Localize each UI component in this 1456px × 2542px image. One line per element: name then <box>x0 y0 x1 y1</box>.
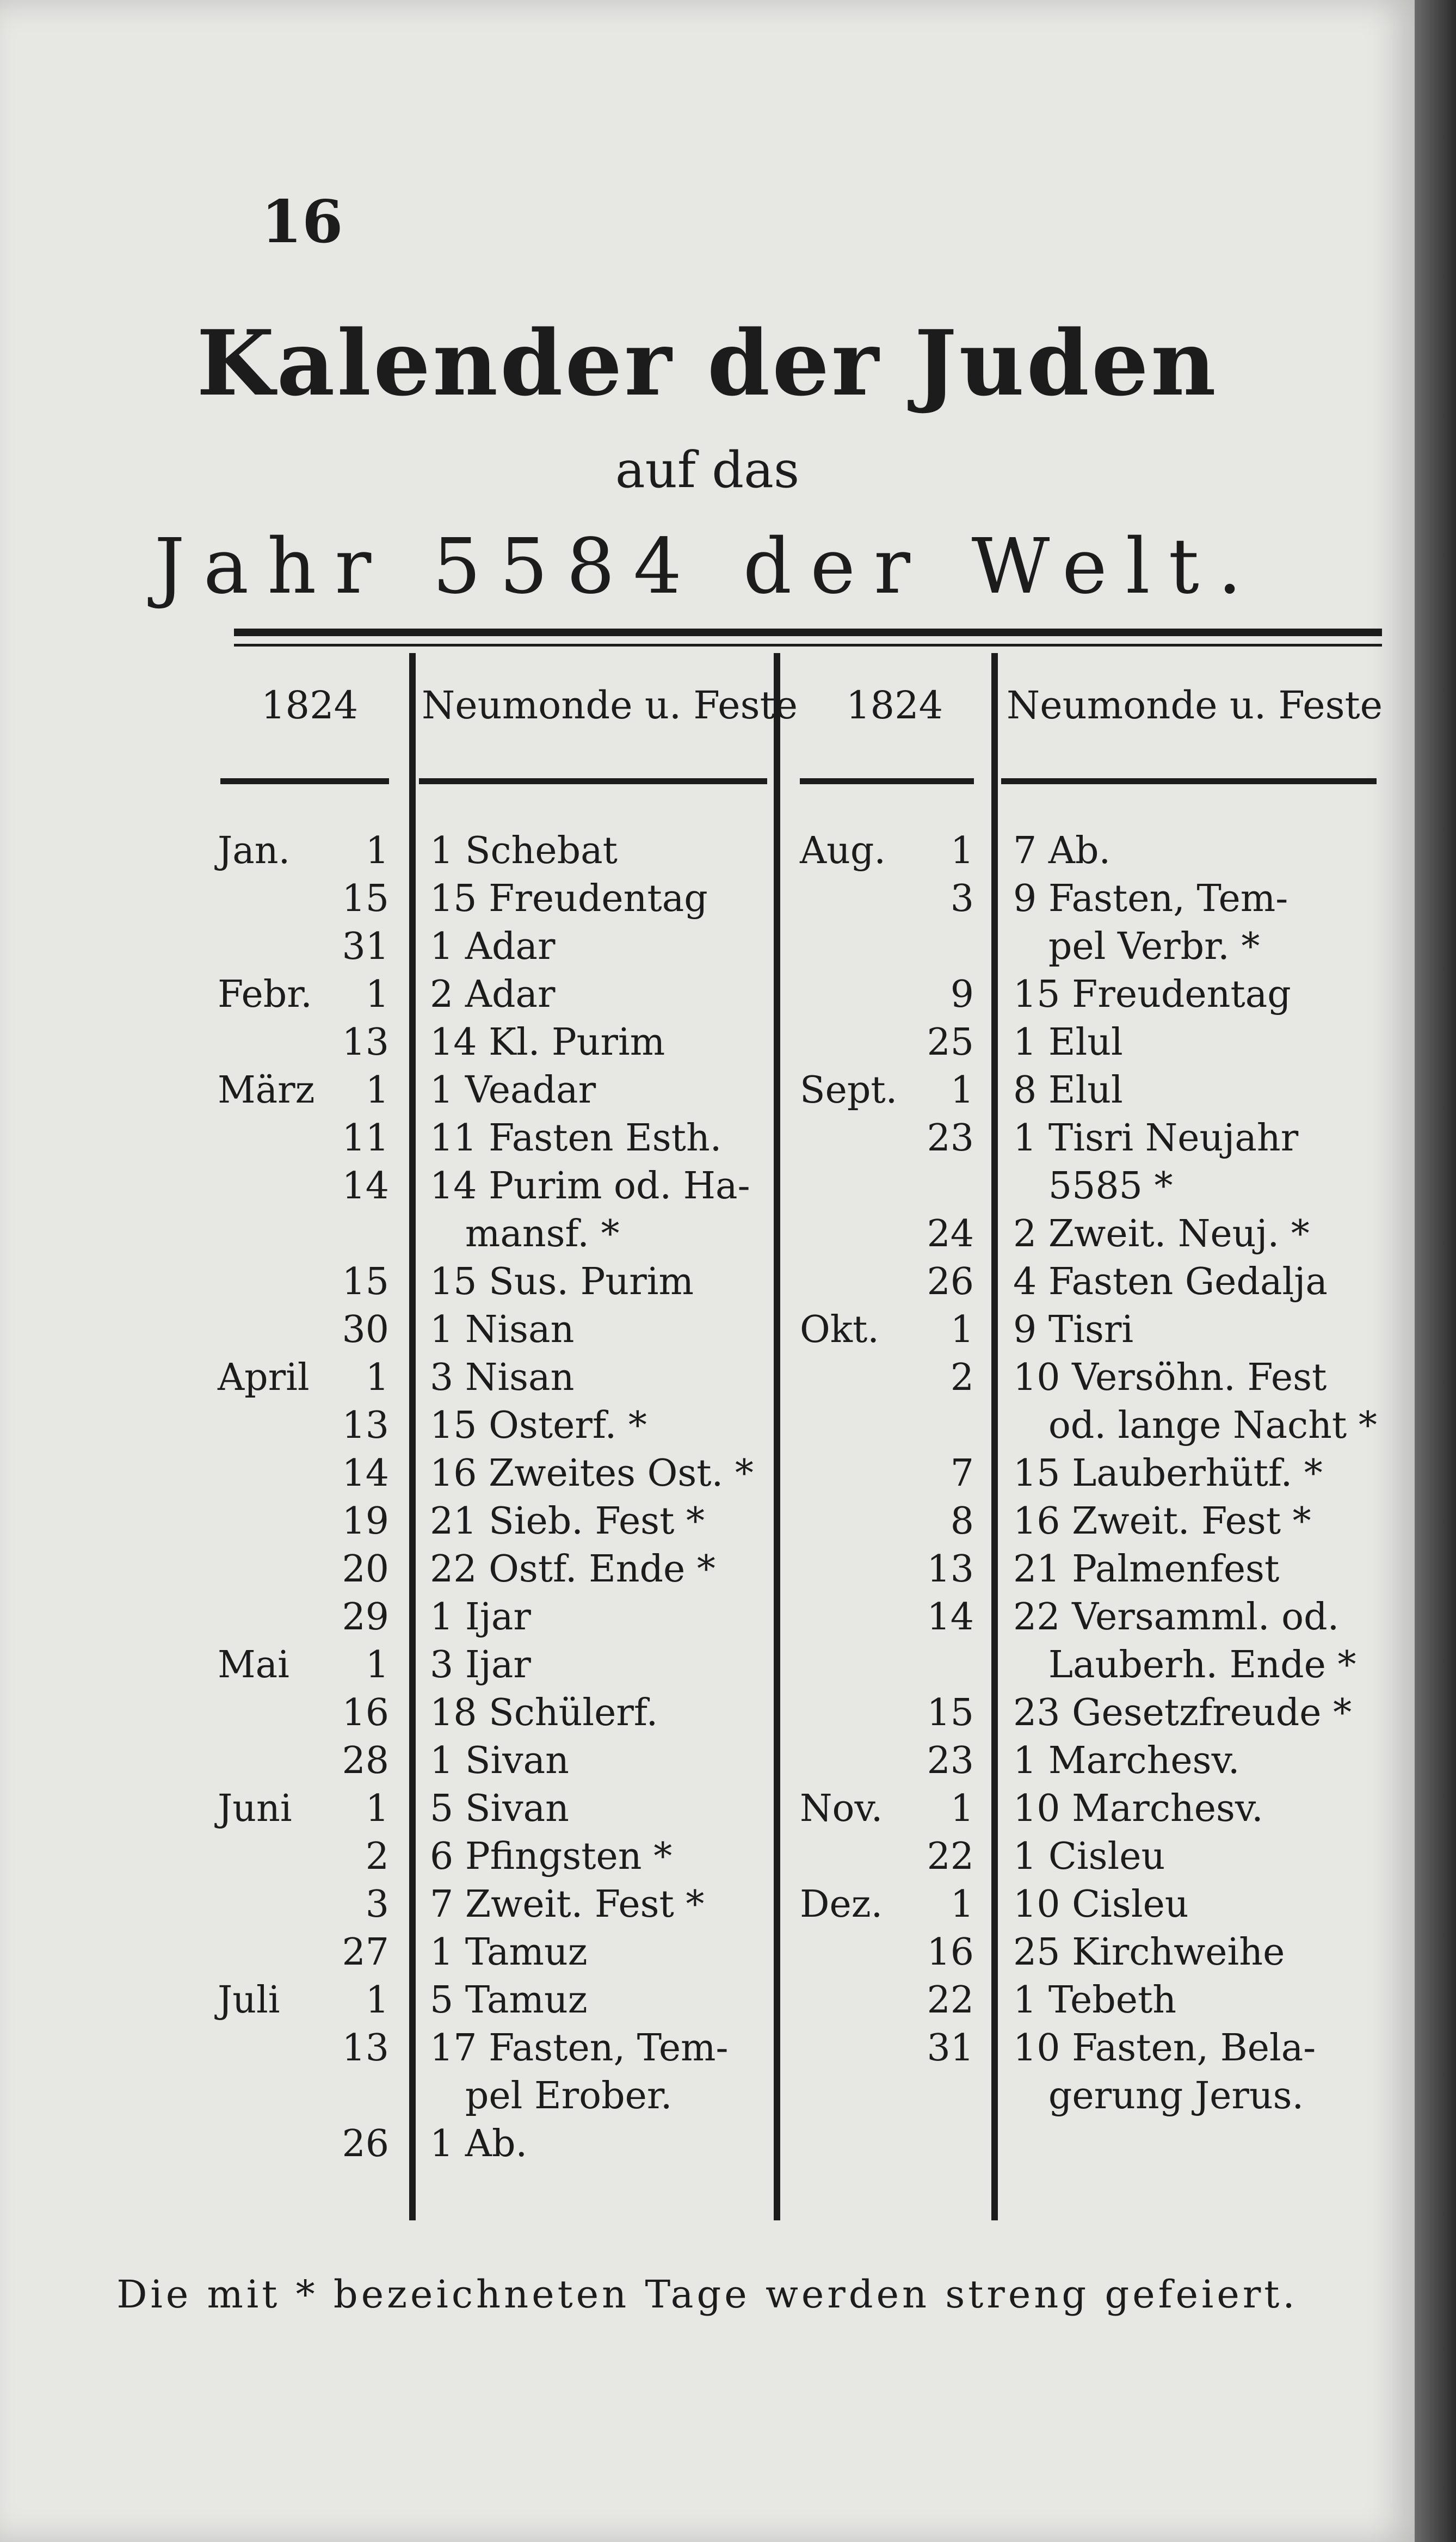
day-number: 25 <box>927 1021 974 1064</box>
fest-text: 1 Adar <box>430 925 556 968</box>
left-fest-cell <box>430 1977 767 2024</box>
left-date-cell <box>218 1210 389 1258</box>
fest-text: 1 Schebat <box>430 829 618 872</box>
left-date-cell <box>218 1306 389 1354</box>
fest-text: 25 Kirchweihe <box>1013 1931 1285 1974</box>
month-label: April <box>218 1356 310 1399</box>
right-fest-cell <box>1013 2024 1389 2072</box>
month-label: Sept. <box>800 1069 898 1112</box>
right-fest-cell <box>1013 1162 1389 1210</box>
left-date-cell <box>218 827 389 875</box>
day-number: 11 <box>342 1117 389 1160</box>
right-fest-cell <box>1013 1115 1389 1162</box>
fest-text: 15 Freudentag <box>1013 973 1291 1016</box>
day-number: 22 <box>927 1979 974 2022</box>
left-fest-cell <box>430 1785 767 1833</box>
calendar-year-line: Jahr 5584 der Welt. <box>154 522 1261 611</box>
fest-text: 2 Adar <box>430 973 556 1016</box>
left-fest-cell <box>430 1498 767 1546</box>
header-fest-left: Neumonde u. Feste <box>422 683 798 728</box>
day-number: 14 <box>927 1596 974 1639</box>
fest-text: 7 Ab. <box>1013 829 1111 872</box>
day-number: 30 <box>342 1308 389 1351</box>
right-fest-cell <box>1013 1258 1389 1306</box>
header-rule-2 <box>419 778 767 784</box>
left-fest-cell <box>430 1306 767 1354</box>
right-fest-cell <box>1013 1593 1389 1641</box>
left-date-cell <box>218 1785 389 1833</box>
header-rule-1 <box>220 778 389 784</box>
left-date-cell <box>218 1593 389 1641</box>
day-number: 27 <box>342 1931 389 1974</box>
day-number: 1 <box>365 1787 389 1830</box>
right-date-cell <box>800 1546 974 1593</box>
left-fest-cell <box>430 1067 767 1115</box>
day-number: 15 <box>342 1260 389 1303</box>
left-date-cell <box>218 1498 389 1546</box>
right-date-cell <box>800 923 974 971</box>
day-number: 14 <box>342 1452 389 1495</box>
left-date-cell <box>218 923 389 971</box>
right-date-cell <box>800 1785 974 1833</box>
fest-text: 1 Tebeth <box>1013 1979 1177 2022</box>
day-number: 14 <box>342 1165 389 1208</box>
day-number: 29 <box>342 1596 389 1639</box>
left-fest-cell <box>430 1546 767 1593</box>
right-fest-cell <box>1013 1881 1389 1929</box>
month-label: Nov. <box>800 1787 883 1830</box>
fest-text: 1 Marchesv. <box>1013 1739 1240 1782</box>
right-fest-cell <box>1013 875 1389 923</box>
month-label: Mai <box>218 1644 289 1687</box>
day-number: 23 <box>927 1117 974 1160</box>
right-date-cell <box>800 1737 974 1785</box>
header-year-right: 1824 <box>846 683 943 728</box>
right-fest-cell <box>1013 1977 1389 2024</box>
month-label: Okt. <box>800 1308 879 1351</box>
footnote: Die mit * bezeichneten Tage werden streng gefeiert. <box>116 2272 1298 2317</box>
month-label: Dez. <box>800 1883 883 1926</box>
month-label: Febr. <box>218 973 312 1016</box>
left-date-cell <box>218 1019 389 1067</box>
fest-text: 7 Zweit. Fest * <box>430 1883 705 1926</box>
left-fest-cell <box>430 1881 767 1929</box>
right-fest-cell <box>1013 1929 1389 1977</box>
fest-text: 22 Versamml. od. <box>1013 1596 1340 1639</box>
left-fest-cell <box>430 827 767 875</box>
left-fest-cell <box>430 1258 767 1306</box>
fest-text: 16 Zweites Ost. * <box>430 1452 754 1495</box>
day-number: 1 <box>365 1069 389 1112</box>
left-date-cell <box>218 1546 389 1593</box>
book-edge <box>1415 0 1456 2542</box>
right-date-cell <box>800 1210 974 1258</box>
header-rule-3 <box>800 778 974 784</box>
day-number: 16 <box>927 1931 974 1974</box>
day-number: 1 <box>365 829 389 872</box>
day-number: 20 <box>342 1548 389 1591</box>
day-number: 26 <box>927 1260 974 1303</box>
fest-text: 5 Sivan <box>430 1787 569 1830</box>
fest-text: 17 Fasten, Tem- <box>430 2027 729 2070</box>
left-date-cell <box>218 2120 389 2168</box>
day-number: 15 <box>342 877 389 920</box>
fest-text: 9 Fasten, Tem- <box>1013 877 1288 920</box>
right-fest-cell <box>1013 1306 1389 1354</box>
column-divider-2 <box>774 653 780 2220</box>
right-fest-cell <box>1013 1210 1389 1258</box>
fest-text: 10 Cisleu <box>1013 1883 1189 1926</box>
fest-text: 4 Fasten Gedalja <box>1013 1260 1328 1303</box>
left-fest-cell <box>430 923 767 971</box>
left-date-cell <box>218 1641 389 1689</box>
right-fest-cell <box>1013 1019 1389 1067</box>
left-fest-cell <box>430 2120 767 2168</box>
header-rule-4 <box>1001 778 1377 784</box>
left-fest-cell <box>430 2072 767 2120</box>
right-date-cell <box>800 1689 974 1737</box>
right-date-cell <box>800 1498 974 1546</box>
month-label: Juni <box>218 1787 292 1830</box>
day-number: 24 <box>927 1212 974 1255</box>
day-number: 1 <box>950 1787 974 1830</box>
fest-text: 1 Elul <box>1013 1021 1123 1064</box>
day-number: 1 <box>950 1069 974 1112</box>
fest-text: 15 Freudentag <box>430 877 708 920</box>
right-fest-cell <box>1013 1641 1389 1689</box>
day-number: 1 <box>950 1883 974 1926</box>
month-label: Jan. <box>218 829 291 872</box>
left-fest-cell <box>430 1689 767 1737</box>
left-date-cell <box>218 2072 389 2120</box>
day-number: 2 <box>950 1356 974 1399</box>
day-number: 1 <box>365 1356 389 1399</box>
right-date-cell <box>800 1306 974 1354</box>
fest-text: 15 Osterf. * <box>430 1404 647 1447</box>
fest-text: 1 Tamuz <box>430 1931 588 1974</box>
left-date-cell <box>218 1258 389 1306</box>
calendar-title: Kalender der Juden <box>196 310 1218 416</box>
right-fest-cell <box>1013 1450 1389 1498</box>
fest-text: 10 Versöhn. Fest <box>1013 1356 1327 1399</box>
left-date-cell <box>218 1162 389 1210</box>
fest-text: 18 Schülerf. <box>430 1691 658 1734</box>
day-number: 1 <box>950 829 974 872</box>
left-fest-cell <box>430 1354 767 1402</box>
fest-text: Lauberh. Ende * <box>1013 1644 1356 1687</box>
fest-text: 14 Kl. Purim <box>430 1021 665 1064</box>
left-fest-cell <box>430 1450 767 1498</box>
left-fest-cell <box>430 1210 767 1258</box>
day-number: 26 <box>342 2122 389 2165</box>
day-number: 1 <box>365 1644 389 1687</box>
left-fest-cell <box>430 971 767 1019</box>
right-date-cell <box>800 1929 974 1977</box>
fest-text: 21 Palmenfest <box>1013 1548 1280 1591</box>
fest-text: od. lange Nacht * <box>1013 1404 1377 1447</box>
left-date-cell <box>218 1881 389 1929</box>
fest-text: 21 Sieb. Fest * <box>430 1500 705 1543</box>
fest-text: 15 Lauberhütf. * <box>1013 1452 1323 1495</box>
day-number: 7 <box>950 1452 974 1495</box>
day-number: 3 <box>950 877 974 920</box>
day-number: 23 <box>927 1739 974 1782</box>
fest-text: 1 Ijar <box>430 1596 531 1639</box>
fest-text: 1 Veadar <box>430 1069 596 1112</box>
fest-text: 8 Elul <box>1013 1069 1123 1112</box>
fest-text: 3 Nisan <box>430 1356 575 1399</box>
right-date-cell <box>800 1019 974 1067</box>
fest-text: 1 Ab. <box>430 2122 528 2165</box>
left-date-cell <box>218 1737 389 1785</box>
fest-text: 1 Tisri Neujahr <box>1013 1117 1299 1160</box>
right-date-cell <box>800 1162 974 1210</box>
left-date-cell <box>218 1067 389 1115</box>
fest-text: mansf. * <box>430 1212 620 1255</box>
fest-text: pel Erober. <box>430 2075 673 2118</box>
month-label: Aug. <box>800 829 886 872</box>
left-date-cell <box>218 1977 389 2024</box>
right-fest-cell <box>1013 1546 1389 1593</box>
day-number: 16 <box>342 1691 389 1734</box>
fest-text: 15 Sus. Purim <box>430 1260 694 1303</box>
right-fest-cell <box>1013 1067 1389 1115</box>
right-date-cell <box>800 1833 974 1881</box>
right-date-cell <box>800 1450 974 1498</box>
right-date-cell <box>800 1115 974 1162</box>
page-number: 16 <box>261 188 343 256</box>
column-divider-1 <box>409 653 416 2220</box>
fest-text: 3 Ijar <box>430 1644 531 1687</box>
month-label: März <box>218 1069 315 1112</box>
right-date-cell <box>800 971 974 1019</box>
right-date-cell <box>800 1067 974 1115</box>
right-date-cell <box>800 1402 974 1450</box>
month-label: Juli <box>218 1979 280 2022</box>
left-date-cell <box>218 1115 389 1162</box>
left-fest-cell <box>430 1162 767 1210</box>
fest-text: 1 Cisleu <box>1013 1835 1165 1878</box>
left-fest-cell <box>430 1641 767 1689</box>
right-fest-cell <box>1013 2072 1389 2120</box>
day-number: 15 <box>927 1691 974 1734</box>
fest-text: 23 Gesetzfreude * <box>1013 1691 1352 1734</box>
right-date-cell <box>800 2024 974 2072</box>
day-number: 28 <box>342 1739 389 1782</box>
left-date-cell <box>218 1402 389 1450</box>
header-fest-right: Neumonde u. Feste <box>1007 683 1383 728</box>
left-fest-cell <box>430 1929 767 1977</box>
left-fest-cell <box>430 875 767 923</box>
fest-text: 2 Zweit. Neuj. * <box>1013 1212 1310 1255</box>
right-fest-cell <box>1013 1498 1389 1546</box>
right-date-cell <box>800 2072 974 2120</box>
right-fest-cell <box>1013 1354 1389 1402</box>
right-fest-cell <box>1013 1785 1389 1833</box>
right-fest-cell <box>1013 827 1389 875</box>
left-date-cell <box>218 971 389 1019</box>
right-date-cell <box>800 1258 974 1306</box>
day-number: 22 <box>927 1835 974 1878</box>
fest-text: 22 Ostf. Ende * <box>430 1548 715 1591</box>
right-date-cell <box>800 827 974 875</box>
fest-text: 10 Marchesv. <box>1013 1787 1263 1830</box>
left-fest-cell <box>430 1402 767 1450</box>
fest-text: pel Verbr. * <box>1013 925 1260 968</box>
left-fest-cell <box>430 1737 767 1785</box>
day-number: 31 <box>927 2027 974 2070</box>
right-date-cell <box>800 1354 974 1402</box>
day-number: 1 <box>950 1308 974 1351</box>
right-fest-cell <box>1013 971 1389 1019</box>
fest-text: 14 Purim od. Ha- <box>430 1165 750 1208</box>
right-date-cell <box>800 1881 974 1929</box>
day-number: 13 <box>927 1548 974 1591</box>
day-number: 9 <box>950 973 974 1016</box>
fest-text: 5 Tamuz <box>430 1979 588 2022</box>
fest-text: 5585 * <box>1013 1165 1173 1208</box>
header-year-left: 1824 <box>261 683 359 728</box>
day-number: 8 <box>950 1500 974 1543</box>
right-fest-cell <box>1013 923 1389 971</box>
fest-text: 6 Pfingsten * <box>430 1835 673 1878</box>
left-date-cell <box>218 1354 389 1402</box>
column-divider-3 <box>991 653 998 2220</box>
right-date-cell <box>800 1593 974 1641</box>
right-fest-cell <box>1013 1689 1389 1737</box>
fest-text: gerung Jerus. <box>1013 2075 1304 2118</box>
left-fest-cell <box>430 1833 767 1881</box>
day-number: 19 <box>342 1500 389 1543</box>
day-number: 31 <box>342 925 389 968</box>
right-fest-cell <box>1013 1833 1389 1881</box>
fest-text: 1 Nisan <box>430 1308 575 1351</box>
left-fest-cell <box>430 1593 767 1641</box>
left-fest-cell <box>430 1115 767 1162</box>
top-double-rule-thin <box>234 644 1382 647</box>
calendar-subtitle: auf das <box>615 441 800 499</box>
right-date-cell <box>800 875 974 923</box>
right-fest-cell <box>1013 1402 1389 1450</box>
left-fest-cell <box>430 1019 767 1067</box>
top-double-rule-thick <box>234 629 1382 636</box>
day-number: 3 <box>365 1883 389 1926</box>
left-date-cell <box>218 2024 389 2072</box>
day-number: 13 <box>342 2027 389 2070</box>
left-date-cell <box>218 1689 389 1737</box>
left-date-cell <box>218 875 389 923</box>
left-date-cell <box>218 1450 389 1498</box>
day-number: 13 <box>342 1021 389 1064</box>
left-date-cell <box>218 1929 389 1977</box>
right-fest-cell <box>1013 1737 1389 1785</box>
day-number: 1 <box>365 973 389 1016</box>
right-date-cell <box>800 1977 974 2024</box>
left-date-cell <box>218 1833 389 1881</box>
day-number: 2 <box>365 1835 389 1878</box>
fest-text: 11 Fasten Esth. <box>430 1117 722 1160</box>
fest-text: 9 Tisri <box>1013 1308 1134 1351</box>
day-number: 1 <box>365 1979 389 2022</box>
fest-text: 16 Zweit. Fest * <box>1013 1500 1311 1543</box>
fest-text: 1 Sivan <box>430 1739 569 1782</box>
left-fest-cell <box>430 2024 767 2072</box>
fest-text: 10 Fasten, Bela- <box>1013 2027 1316 2070</box>
day-number: 13 <box>342 1404 389 1447</box>
right-date-cell <box>800 1641 974 1689</box>
